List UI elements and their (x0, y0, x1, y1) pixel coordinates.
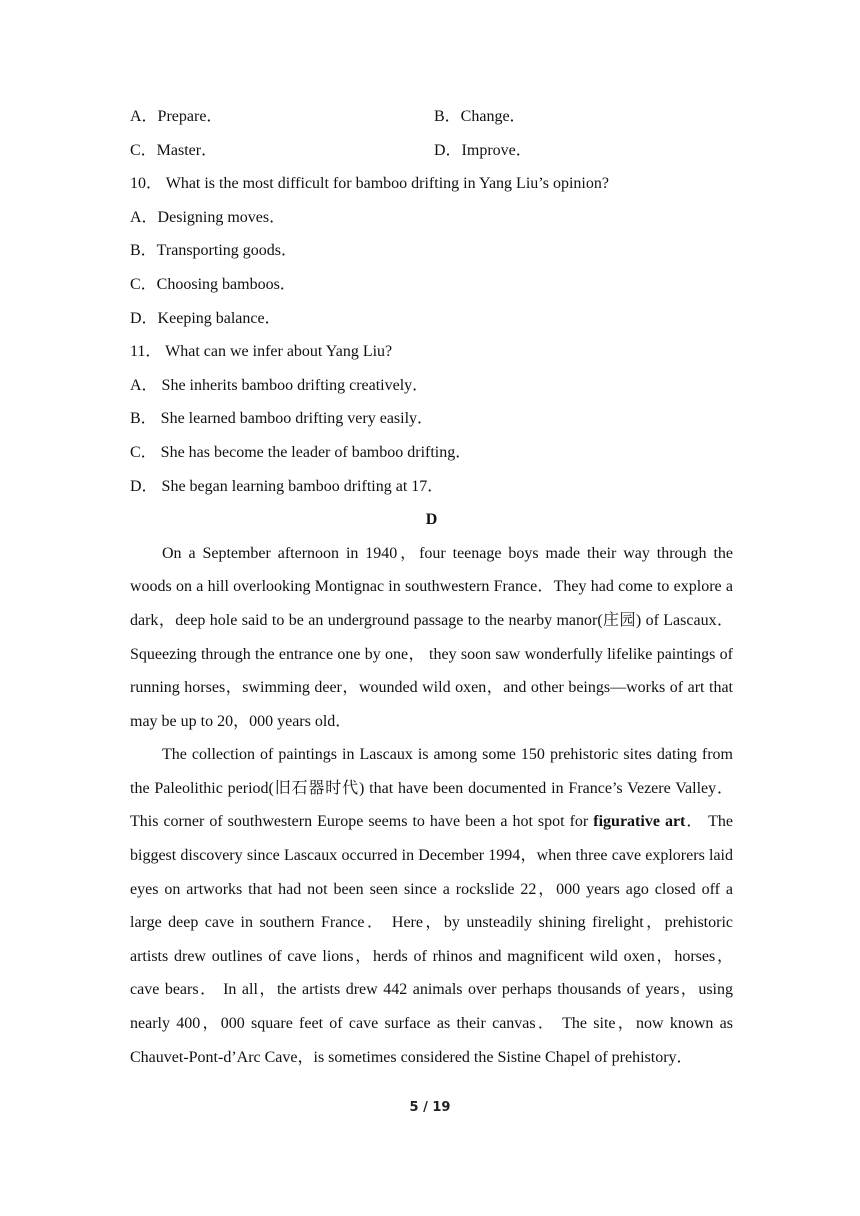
document-body (130, 100, 733, 1074)
q9-option-b: B．Change． (434, 108, 526, 125)
q9-options-row-1 (130, 100, 733, 134)
passage-paragraph-2-text-end: ． The biggest discovery since Lascaux occurred in December 1994，when three cave explorers laid eyes on artworks that had not been seen since a rockslide 22，000 years ago closed off a large deep cave in southern France． Here，by unsteadily shining firelight，prehistoric artists drew outlines of cave lions，herds of rhinos and magnificent wild oxen，horses，cave bears． In all，the artists drew 442 animals over perhaps thousands of years，using nearly 400，000 square feet of cave surface as their canvas． The site，now known as Chauvet-Pont-d’Arc Cave，is sometimes considered the Sistine Chapel of prehistory． (130, 813, 734, 1066)
passage-paragraph-1: On a September afternoon in 1940，four teenage boys made their way through the woods on a hill overlooking Montignac in southwestern France．They had come to explore a dark，deep hole said to be an underground passage to the nearby manor(庄园) of Lascaux． Squeezing through the entrance one by one， they soon saw wonderfully lifelike paintings of running horses，swimming deer，wounded wild oxen，and other beings—works of art that may be up to 20，000 years old． (130, 544, 733, 730)
q11-stem: 11． What can we infer about Yang Liu? (130, 343, 393, 361)
q9-option-c: C．Master． (130, 141, 218, 159)
q9-option-d: D．Improve． (434, 141, 532, 159)
q11-option-b: B． She learned bamboo drifting very easily． (130, 410, 434, 428)
passage-paragraph-2-text-start: The collection of paintings in Lascaux is among some 150 prehistoric sites dating from the Paleolithic period(旧石器时代) that have been documented in France’s Vezere Valley．This corner of southwestern Europe seems to have been a hot spot for (130, 746, 733, 831)
bold-term: figurative art (593, 813, 686, 831)
q10-option-a: A．Designing moves． (130, 208, 286, 226)
q10-option-c: C．Choosing bamboos． (130, 275, 296, 293)
q10-option-b: B．Transporting goods． (130, 242, 297, 260)
q11-option-a: A． She inherits bamboo drifting creatively． (130, 376, 429, 394)
passage-paragraph-2 (130, 738, 733, 1074)
q9-options-row-2 (130, 134, 733, 168)
q11-option-c: C． She has become the leader of bamboo drifting． (130, 443, 472, 461)
q11-option-d: D． She began learning bamboo drifting at 17． (130, 477, 444, 495)
page-number: 5 / 19 (409, 1100, 451, 1115)
q10-stem: 10． What is the most difficult for bamboo drifting in Yang Liu’s opinion? (130, 175, 609, 193)
q10-option-d: D．Keeping balance． (130, 309, 281, 327)
q9-option-a: A．Prepare． (130, 108, 223, 125)
section-title: D (425, 511, 438, 529)
